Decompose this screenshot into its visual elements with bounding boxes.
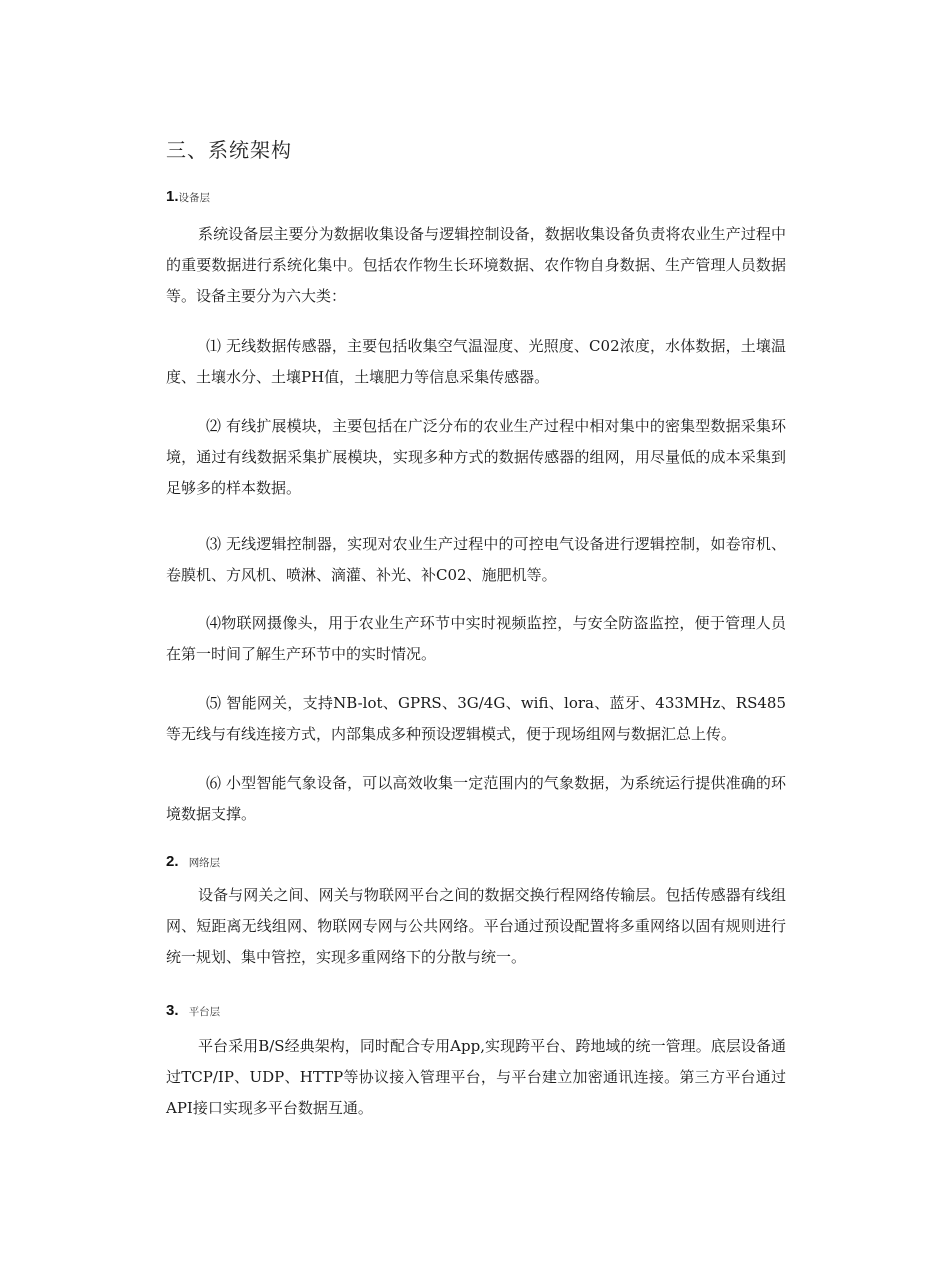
paragraph-item-5: ⑸ 智能网关，支持NB-lot、GPRS、3G/4G、wifi、lora、蓝牙、433MHz、RS485等无线与有线连接方式，内部集成多种预设逻辑模式，便于现场组网与数据汇总上传。 xyxy=(166,694,786,743)
section-number: 2. xyxy=(166,853,179,870)
page-title: 三、系统架构 xyxy=(166,138,292,162)
paragraph-item-4: ⑷物联网摄像头，用于农业生产环节中实时视频监控，与安全防盗监控，便于管理人员在第一时间了解生产环节中的实时情况。 xyxy=(166,614,786,663)
section-heading-network-layer xyxy=(166,851,220,870)
paragraph-item-3: ⑶ 无线逻辑控制器，实现对农业生产过程中的可控电气设备进行逻辑控制，如卷帘机、卷膜机、方风机、喷淋、滴灌、补光、补C02、施肥机等。 xyxy=(166,535,786,584)
section-heading-platform-layer xyxy=(166,1000,220,1019)
section-name: 网络层 xyxy=(188,857,221,869)
section-heading-device-layer xyxy=(166,186,210,205)
paragraph-platform: 平台采用B/S经典架构，同时配合专用App,实现跨平台、跨地域的统一管理。底层设备通过TCP/IP、UDP、HTTP等协议接入管理平台，与平台建立加密通讯连接。第三方平台通过API接口实现多平台数据互通。 xyxy=(166,1037,786,1117)
section-number: 3. xyxy=(166,1002,179,1019)
paragraph-item-1: ⑴ 无线数据传感器，主要包括收集空气温湿度、光照度、C02浓度，水体数据，土壤温度、土壤水分、土壤PH值，土壤肥力等信息采集传感器。 xyxy=(166,337,786,386)
section-name: 设备层 xyxy=(178,192,211,204)
paragraph-device-intro: 系统设备层主要分为数据收集设备与逻辑控制设备，数据收集设备负责将农业生产过程中的重要数据进行系统化集中。包括农作物生长环境数据、农作物自身数据、生产管理人员数据等。设备主要分为六大类： xyxy=(166,225,786,305)
section-name: 平台层 xyxy=(188,1006,221,1018)
paragraph-item-2: ⑵ 有线扩展模块，主要包括在广泛分布的农业生产过程中相对集中的密集型数据采集环境，通过有线数据采集扩展模块，实现多种方式的数据传感器的组网，用尽量低的成本采集到足够多的样本数据。 xyxy=(166,417,786,497)
paragraph-network: 设备与网关之间、网关与物联网平台之间的数据交换行程网络传输层。包括传感器有线组网、短距离无线组网、物联网专网与公共网络。平台通过预设配置将多重网络以固有规则进行统一规划、集中管控，实现多重网络下的分散与统一。 xyxy=(166,886,786,966)
paragraph-item-6: ⑹ 小型智能气象设备，可以高效收集一定范围内的气象数据，为系统运行提供准确的环境数据支撑。 xyxy=(166,774,786,823)
section-number: 1. xyxy=(166,188,179,205)
